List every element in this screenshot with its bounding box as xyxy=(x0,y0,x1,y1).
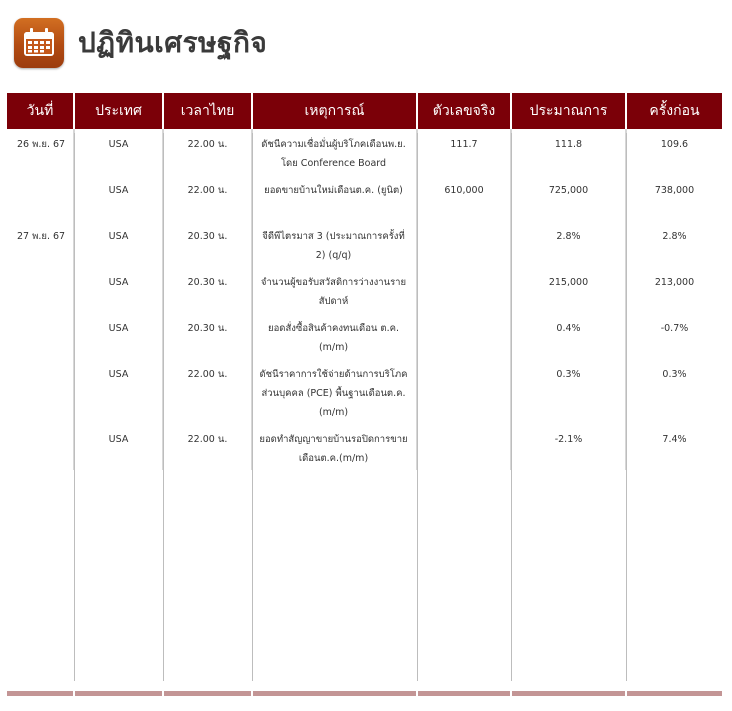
footer-bar-segment xyxy=(627,691,722,696)
event-cell: ดัชนีความเชื่อมั่นผู้บริโภคเดือนพ.ย. โดย Conference Board xyxy=(252,129,417,175)
forecast-cell: 0.4% xyxy=(511,313,626,359)
time-cell: 22.00 น. xyxy=(163,424,252,470)
actual-cell: 610,000 xyxy=(417,175,511,221)
table-row xyxy=(7,175,722,221)
actual-cell: 111.7 xyxy=(417,129,511,175)
event-cell: จีดีพีไตรมาส 3 (ประมาณการครั้งที่ 2) (q/q) xyxy=(252,221,417,267)
table-row xyxy=(7,313,722,359)
column-header-date: วันที่ xyxy=(7,93,74,129)
calendar-icon xyxy=(14,18,64,68)
page-title: ปฏิทินเศรษฐกิจ xyxy=(78,26,268,59)
column-header-time: เวลาไทย xyxy=(163,93,252,129)
forecast-cell: -2.1% xyxy=(511,424,626,470)
previous-cell: 0.3% xyxy=(662,369,687,380)
calendar-table xyxy=(7,93,722,470)
actual-cell xyxy=(417,267,511,313)
forecast-cell: 215,000 xyxy=(511,267,626,313)
footer-bar-segment xyxy=(253,691,416,696)
country-cell: USA xyxy=(74,129,163,175)
footer-bar-segment xyxy=(164,691,251,696)
forecast-cell: 2.8% xyxy=(511,221,626,267)
country-cell: USA xyxy=(74,175,163,221)
previous-cell: 213,000 xyxy=(654,277,695,288)
previous-cell: 2.8% xyxy=(662,231,687,242)
column-header-forecast: ประมาณการ xyxy=(511,93,626,129)
column-header-actual: ตัวเลขจริง xyxy=(417,93,511,129)
economic-calendar-table xyxy=(7,93,722,698)
footer-bar-segment xyxy=(75,691,162,696)
column-header-previous: ครั้งก่อน xyxy=(626,93,722,129)
table-row xyxy=(7,267,722,313)
previous-cell: -0.7% xyxy=(660,323,689,334)
calendar-glyph xyxy=(22,28,56,58)
date-cell xyxy=(7,175,74,221)
time-cell: 22.00 น. xyxy=(163,129,252,175)
country-cell: USA xyxy=(74,267,163,313)
country-cell: USA xyxy=(74,424,163,470)
event-cell: จำนวนผู้ขอรับสวัสดิการว่างงานรายสัปดาห์ xyxy=(252,267,417,313)
event-cell: ยอดขายบ้านใหม่เดือนต.ค. (ยูนิต) xyxy=(252,175,417,221)
footer-bar-segment xyxy=(418,691,510,696)
footer-bar-segment xyxy=(512,691,625,696)
table-header-row xyxy=(7,93,722,129)
date-cell xyxy=(7,359,74,424)
page-header xyxy=(14,16,267,70)
country-cell: USA xyxy=(74,359,163,424)
previous-cell: 738,000 xyxy=(654,185,695,196)
date-cell xyxy=(7,424,74,470)
actual-cell xyxy=(417,221,511,267)
actual-cell xyxy=(417,424,511,470)
previous-cell: 7.4% xyxy=(662,434,687,445)
footer-bar-segment xyxy=(7,691,73,696)
date-cell: 27 พ.ย. 67 xyxy=(7,221,74,267)
forecast-cell: 725,000 xyxy=(511,175,626,221)
country-cell: USA xyxy=(74,313,163,359)
table-row xyxy=(7,424,722,470)
actual-cell xyxy=(417,359,511,424)
date-cell xyxy=(7,267,74,313)
forecast-cell: 111.8 xyxy=(511,129,626,175)
time-cell: 20.30 น. xyxy=(163,221,252,267)
column-header-country: ประเทศ xyxy=(74,93,163,129)
time-cell: 22.00 น. xyxy=(163,359,252,424)
table-row xyxy=(7,129,722,175)
time-cell: 20.30 น. xyxy=(163,313,252,359)
time-cell: 20.30 น. xyxy=(163,267,252,313)
event-cell: ยอดทำสัญญาขายบ้านรอปิดการขายเดือนต.ค.(m/m) xyxy=(252,424,417,470)
forecast-cell: 0.3% xyxy=(511,359,626,424)
actual-cell xyxy=(417,313,511,359)
column-header-event: เหตุการณ์ xyxy=(252,93,417,129)
date-cell: 26 พ.ย. 67 xyxy=(7,129,74,175)
table-row xyxy=(7,359,722,424)
previous-cell: 109.6 xyxy=(660,139,689,150)
event-cell: ดัชนีราคาการใช้จ่ายด้านการบริโภคส่วนบุคคล (PCE) พื้นฐานเดือนต.ค. (m/m) xyxy=(252,359,417,424)
table-row xyxy=(7,221,722,267)
country-cell: USA xyxy=(74,221,163,267)
date-cell xyxy=(7,313,74,359)
time-cell: 22.00 น. xyxy=(163,175,252,221)
event-cell: ยอดสั่งซื้อสินค้าคงทนเดือน ต.ค.(m/m) xyxy=(252,313,417,359)
